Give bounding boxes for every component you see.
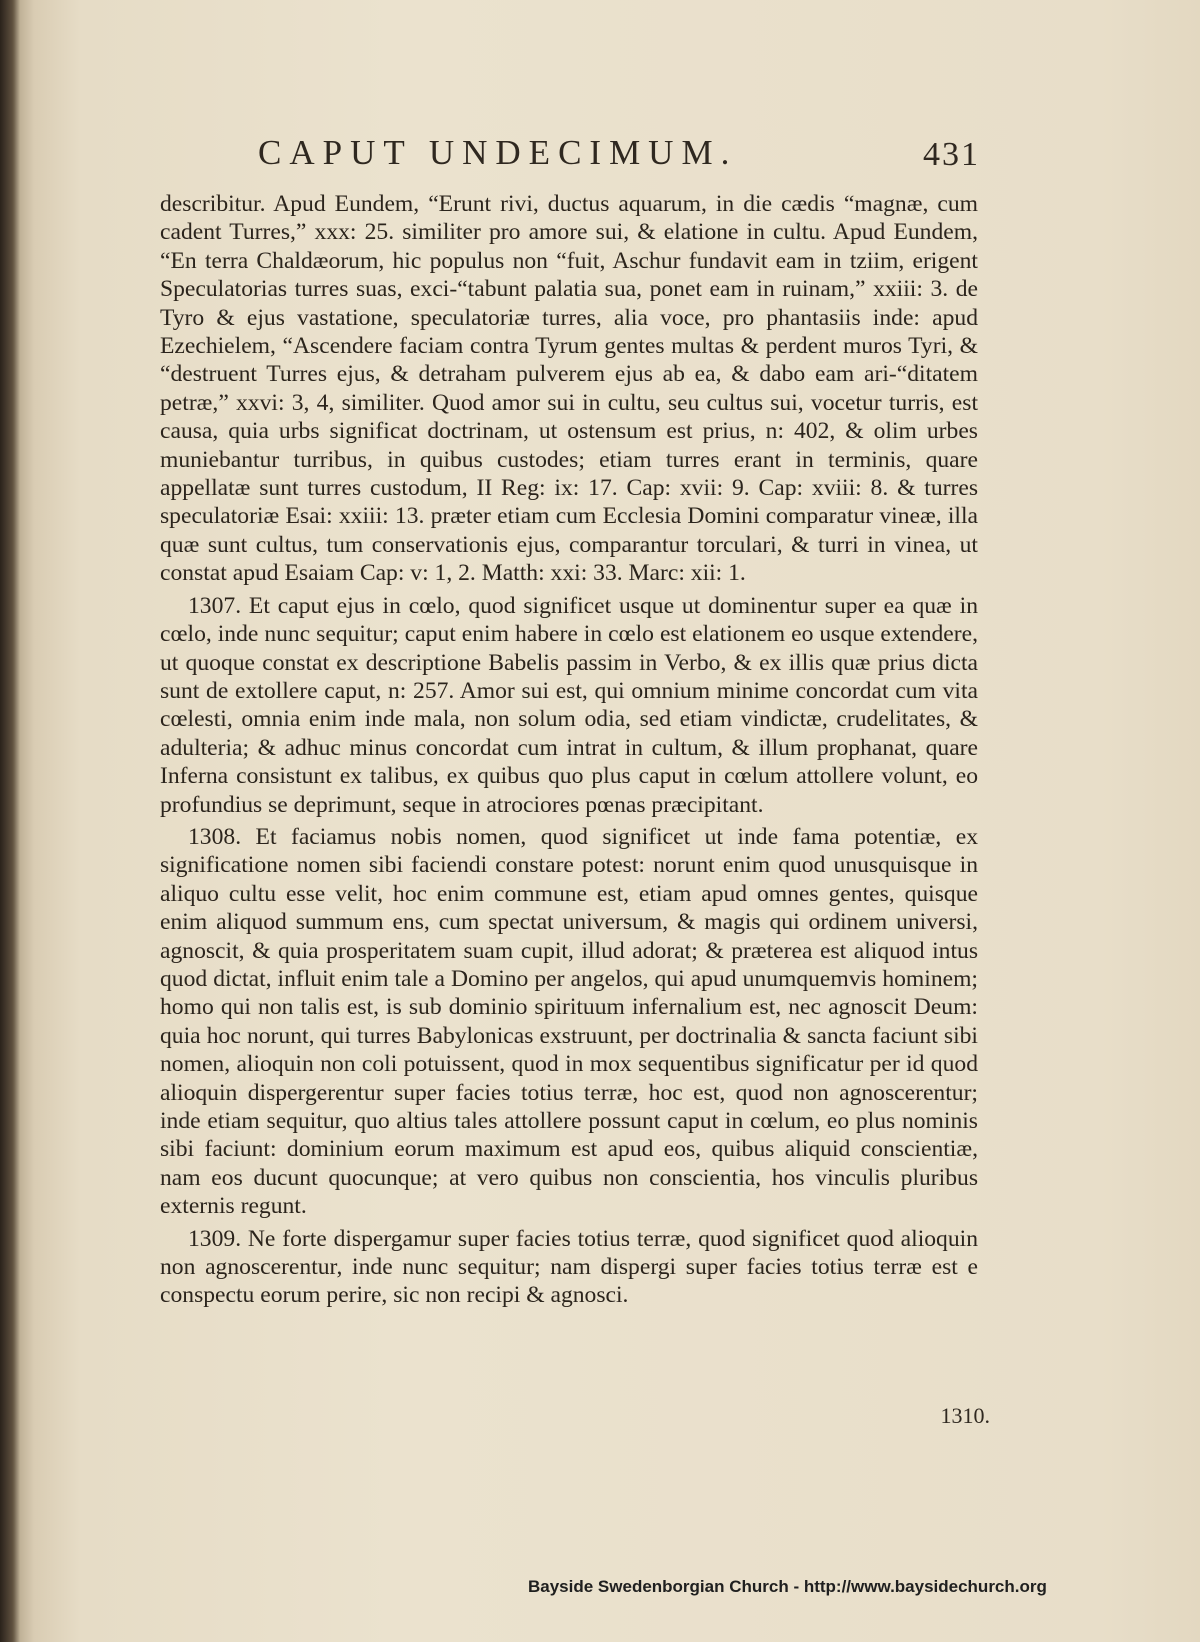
book-spine-shadow: [0, 0, 20, 1642]
running-title: CAPUT UNDECIMUM.: [258, 133, 738, 172]
footer-credit: Bayside Swedenborgian Church - http://www.baysidechurch.org: [528, 1577, 1047, 1596]
paragraph-1309: 1309. Ne forte dispergamur super facies totius terræ, quod significet quod alioquin non agnoscerentur, inde nunc sequitur; nam dispergi super facies totius terræ est e conspectu eorum perire, sic non recipi & agnosci.: [160, 1225, 978, 1309]
page-header: [150, 133, 980, 183]
catchword: 1310.: [940, 1403, 990, 1428]
paragraph-continuation: describitur. Apud Eundem, “Erunt rivi, ductus aquarum, in die cædis “magnæ, cum cadent Turres,” xxx: 25. similiter pro amore sui, & elatione in cultu. Apud Eundem, “En terra Chaldæorum, hic populus non “fuit, Aschur fundavit eam in tziim, erigent Speculatorias turres suas, exci-“tabunt palatia sua, ponet eam in ruinam,” xxiii: 3. de Tyro & ejus vastatione, speculatoriæ turres, alia voce, pro phantasiis inde: apud Ezechielem, “Ascendere faciam contra Tyrum gentes multas & perdent muros Tyri, & “destruent Turres ejus, & detraham pulverem ejus ab ea, & dabo eam ari-“ditatem petræ,” xxvi: 3, 4, similiter. Quod amor sui in cultu, seu cultus sui, vocetur turris, est causa, quia urbs significat doctrinam, ut ostensum est prius, n: 402, & olim urbes muniebantur turribus, in quibus custodes; etiam turres erant in terminis, quare appellatæ sunt turres custodum, II Reg: ix: 17. Cap: xvii: 9. Cap: xviii: 8. & turres speculatoriæ Esai: xxiii: 13. præter etiam cum Ecclesia Domini comparatur vineæ, illa quæ sunt cultus, tum conservationis ejus, comparantur torculari, & turri in vinea, ut constat apud Esaiam Cap: v: 1, 2. Matth: xxi: 33. Marc: xii: 1.: [160, 191, 978, 587]
page-number: 431: [923, 136, 980, 173]
paragraph-1308: 1308. Et faciamus nobis nomen, quod significet ut inde fama potentiæ, ex significatione nomen sibi faciendi constare potest: norunt enim quod unusquisque in aliquo cultu esse velit, hoc enim commune est, etiam apud omnes gentes, quisque enim aliquod summum ens, cum spectat universum, & magis qui ordinem universi, agnoscit, & quia prosperitatem suam cupit, illud adorat; & præterea est aliquod intus quod dictat, influit enim tale a Domino per angelos, qui apud unumquemvis hominem; homo qui non talis est, is sub dominio spirituum infernalium est, nec agnoscit Deum: quia hoc norunt, qui turres Babylonicas exstruunt, per doctrinalia & sancta faciunt sibi nomen, alioquin non coli potuissent, quod in mox sequentibus significatur per id quod alioquin dispergerentur super facies totius terræ, hoc est, quod non agnoscerentur; inde etiam sequitur, quo altius tales attollere possunt caput in cœlum, eo plus nominis sibi faciunt: dominium eorum maximum est apud eos, quibus aliquid conscientiæ, nam eos ducunt quocunque; at vero quibus non conscientia, hos vinculis pluribus externis regunt.: [160, 823, 978, 1220]
paragraph-1307: 1307. Et caput ejus in cœlo, quod significet usque ut dominentur super ea quæ in cœlo, inde nunc sequitur; caput enim habere in cœlo est elationem eo usque extendere, ut quoque constat ex descriptione Babelis passim in Verbo, & ex illis quæ prius dicta sunt de extollere caput, n: 257. Amor sui est, qui omnium minime concordat cum vita cœlesti, omnia enim inde mala, non solum odia, sed etiam vindictæ, crudelitates, & adulteria; & adhuc minus concordat cum intrat in cultum, & illum prophanat, quare Inferna consistunt ex talibus, ex quibus quo plus caput in cœlum attollere volunt, eo profundius se deprimunt, seque in atrociores pœnas præcipitant.: [160, 592, 978, 818]
body-text: [160, 190, 978, 1314]
